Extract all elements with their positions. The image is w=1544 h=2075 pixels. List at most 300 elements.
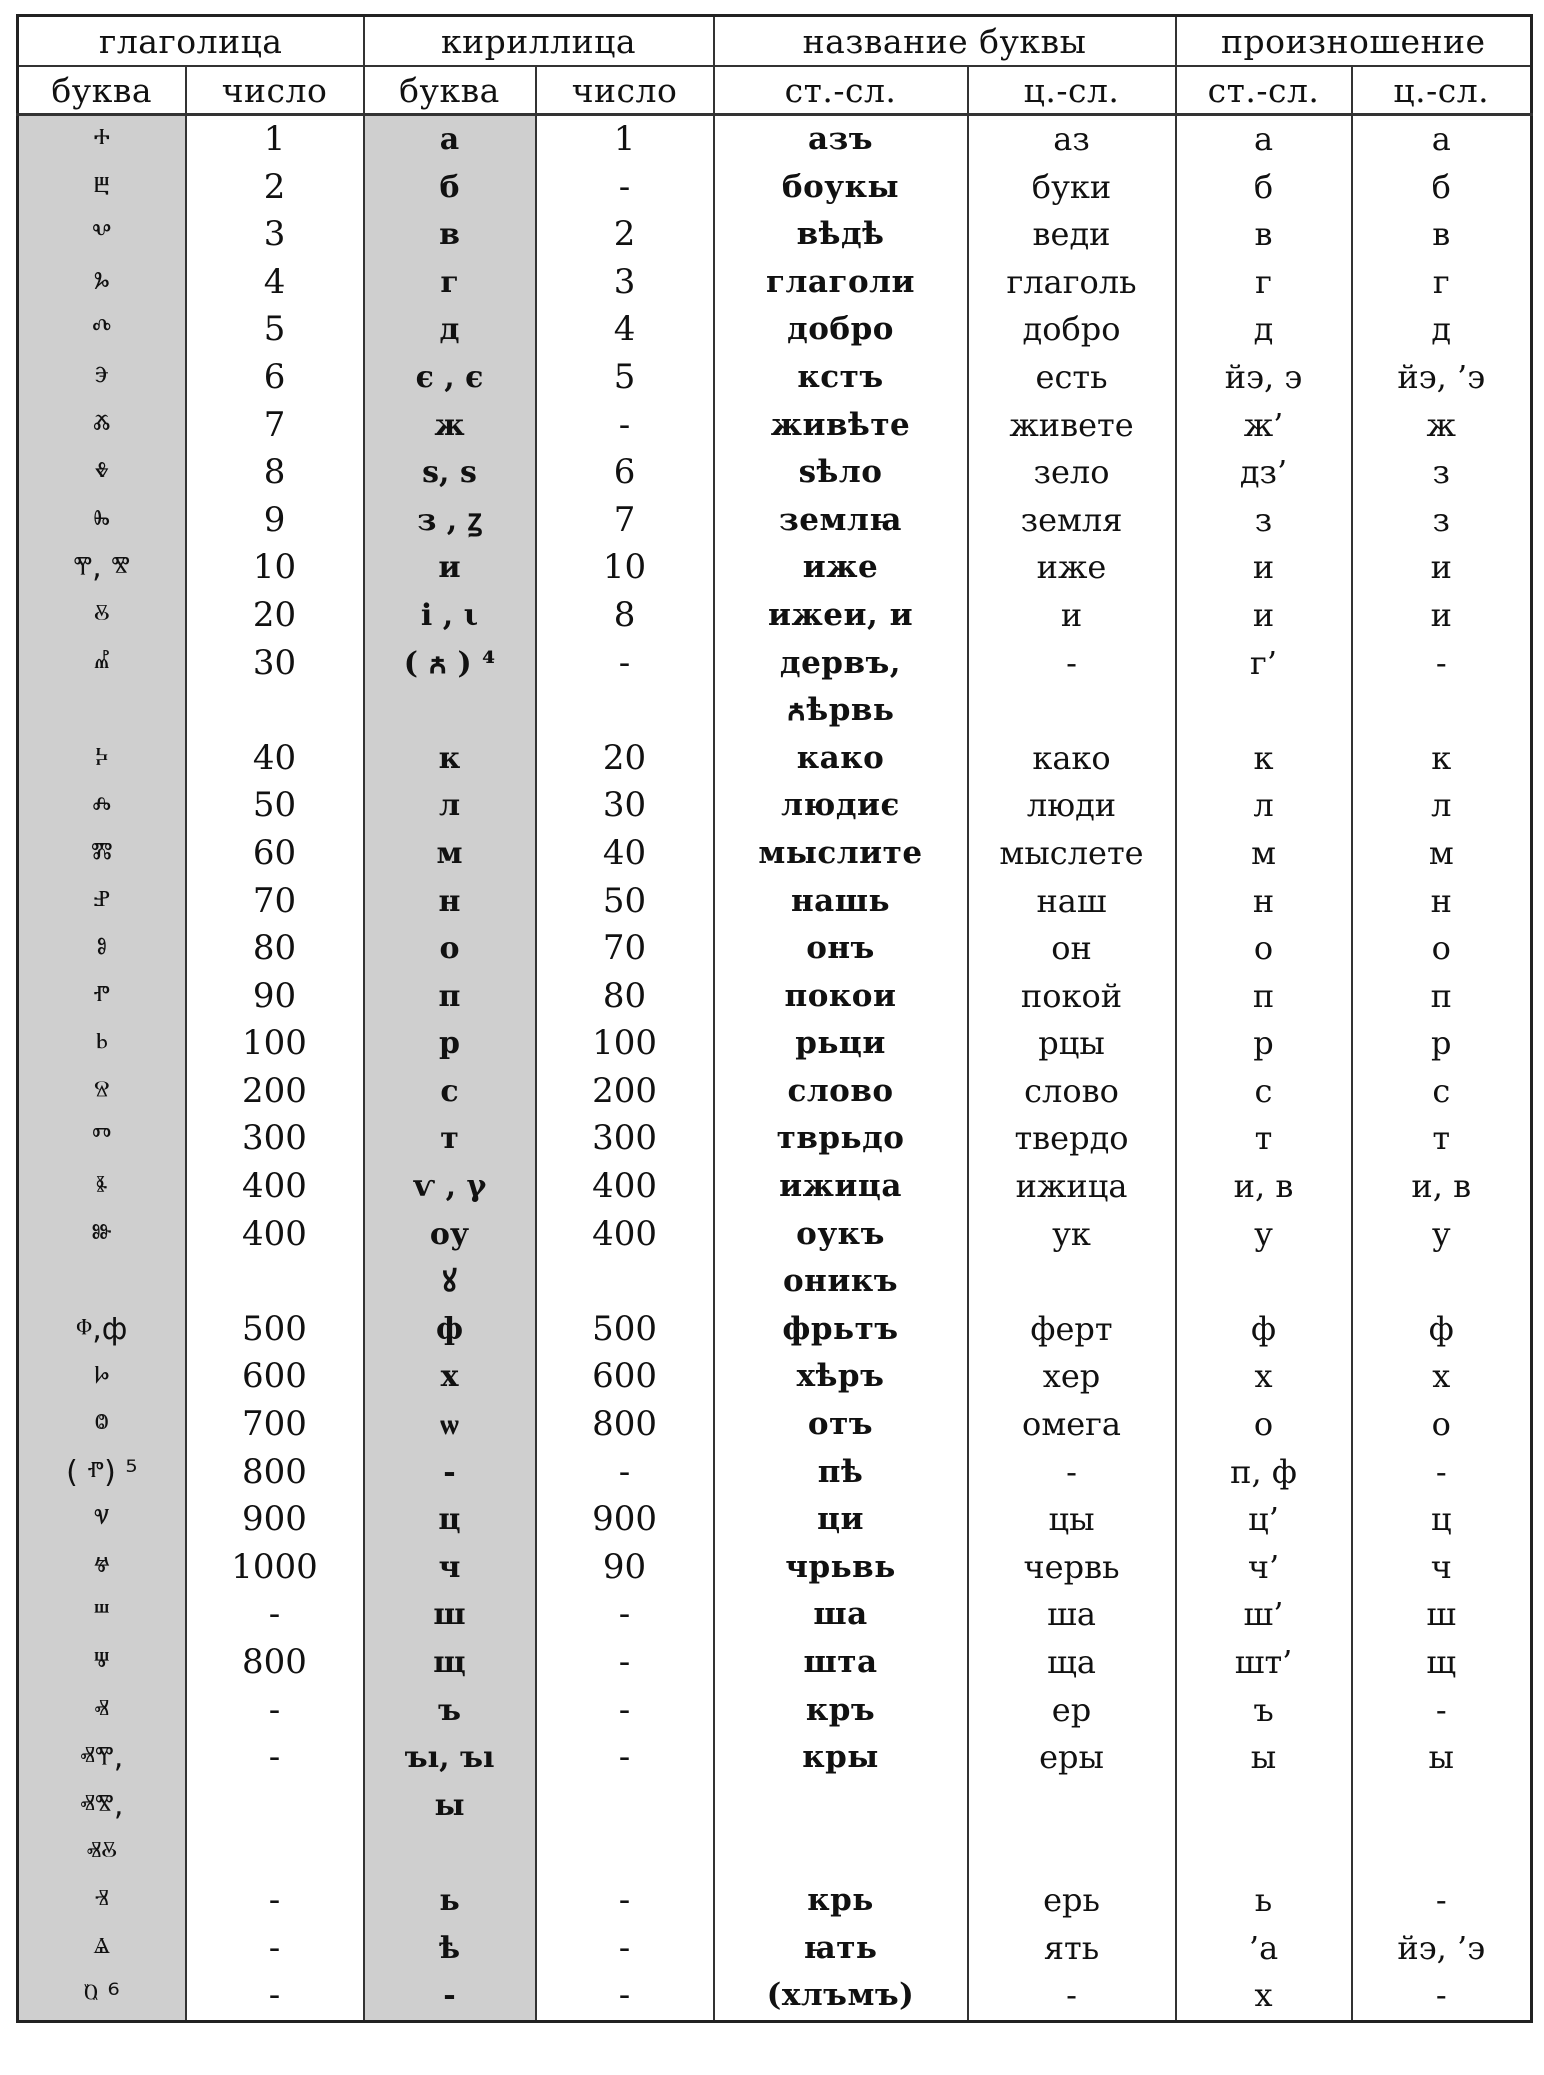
header-cyrillic: кириллица <box>364 16 714 67</box>
cyrillic-number-cell: 4 <box>536 306 714 354</box>
name-old-church-slavonic-cell: покои <box>714 973 968 1021</box>
cyrillic-number-cell: - <box>536 1591 714 1639</box>
cyrillic-number-cell: 1 <box>536 115 714 164</box>
name-church-slavonic-cell: наш <box>968 878 1176 926</box>
table-row <box>18 687 1532 735</box>
cyrillic-number-cell: - <box>536 1639 714 1687</box>
pronunciation-old-church-slavonic-cell <box>1176 1782 1352 1830</box>
name-old-church-slavonic-cell: людиє <box>714 782 968 830</box>
cyrillic-letter-cell: ы <box>364 1782 536 1830</box>
sub-header-glag-letter: буква <box>18 66 186 115</box>
name-church-slavonic-cell: и <box>968 592 1176 640</box>
table-row <box>18 782 1532 830</box>
name-church-slavonic-cell: ер <box>968 1687 1176 1735</box>
name-old-church-slavonic-cell: кстъ <box>714 354 968 402</box>
glagolitic-number-cell: - <box>186 1877 364 1925</box>
pronunciation-church-slavonic-cell: - <box>1352 640 1532 688</box>
cyrillic-number-cell: 200 <box>536 1068 714 1116</box>
glagolitic-number-cell <box>186 687 364 735</box>
table-row <box>18 354 1532 402</box>
glagolitic-letter-cell: ⰸ <box>18 497 186 545</box>
glagolitic-letter-cell: ⱀ <box>18 878 186 926</box>
pronunciation-old-church-slavonic-cell: б <box>1176 164 1352 212</box>
pronunciation-church-slavonic-cell: ж <box>1352 402 1532 450</box>
glagolitic-letter-cell: ⱋ <box>18 1639 186 1687</box>
glagolitic-number-cell: 20 <box>186 592 364 640</box>
name-old-church-slavonic-cell: слово <box>714 1068 968 1116</box>
glagolitic-letter-cell: ⰰ <box>18 115 186 164</box>
sub-header-glag-number: число <box>186 66 364 115</box>
name-church-slavonic-cell: зело <box>968 449 1176 497</box>
pronunciation-old-church-slavonic-cell: а <box>1176 115 1352 164</box>
cyrillic-number-cell: - <box>536 402 714 450</box>
name-church-slavonic-cell: - <box>968 1449 1176 1497</box>
pronunciation-church-slavonic-cell: и, в <box>1352 1163 1532 1211</box>
cyrillic-number-cell: 8 <box>536 592 714 640</box>
pronunciation-old-church-slavonic-cell <box>1176 1258 1352 1306</box>
name-church-slavonic-cell <box>968 1829 1176 1877</box>
cyrillic-letter-cell: п <box>364 973 536 1021</box>
glagolitic-number-cell: 100 <box>186 1020 364 1068</box>
cyrillic-letter-cell: н <box>364 878 536 926</box>
name-church-slavonic-cell: веди <box>968 211 1176 259</box>
cyrillic-letter-cell: ( ꙉ ) ⁴ <box>364 640 536 688</box>
table-row <box>18 1639 1532 1687</box>
glagolitic-number-cell: 9 <box>186 497 364 545</box>
table-row <box>18 259 1532 307</box>
cyrillic-letter-cell: ѣ <box>364 1925 536 1973</box>
name-old-church-slavonic-cell: чрьвь <box>714 1544 968 1592</box>
name-church-slavonic-cell <box>968 1782 1176 1830</box>
pronunciation-church-slavonic-cell: ф <box>1352 1306 1532 1354</box>
pronunciation-old-church-slavonic-cell: в <box>1176 211 1352 259</box>
pronunciation-church-slavonic-cell: з <box>1352 449 1532 497</box>
pronunciation-church-slavonic-cell: - <box>1352 1877 1532 1925</box>
name-old-church-slavonic-cell: землꙗ <box>714 497 968 545</box>
name-church-slavonic-cell <box>968 1258 1176 1306</box>
pronunciation-church-slavonic-cell: г <box>1352 259 1532 307</box>
table-row <box>18 1068 1532 1116</box>
table-row <box>18 1877 1532 1925</box>
pronunciation-church-slavonic-cell: б <box>1352 164 1532 212</box>
pronunciation-church-slavonic-cell <box>1352 1258 1532 1306</box>
cyrillic-letter-cell: з , ꙁ <box>364 497 536 545</box>
table-row <box>18 1591 1532 1639</box>
name-church-slavonic-cell: еры <box>968 1734 1176 1782</box>
pronunciation-church-slavonic-cell: - <box>1352 1449 1532 1497</box>
pronunciation-old-church-slavonic-cell <box>1176 687 1352 735</box>
cyrillic-number-cell: - <box>536 640 714 688</box>
pronunciation-church-slavonic-cell: а <box>1352 115 1532 164</box>
name-church-slavonic-cell: како <box>968 735 1176 783</box>
name-old-church-slavonic-cell: како <box>714 735 968 783</box>
glagolitic-letter-cell: ⱉ <box>18 1401 186 1449</box>
glagolitic-number-cell: 600 <box>186 1353 364 1401</box>
cyrillic-letter-cell: б <box>364 164 536 212</box>
sub-header-pron-cs: ц.-сл. <box>1352 66 1532 115</box>
name-old-church-slavonic-cell: азъ <box>714 115 968 164</box>
glagolitic-number-cell: 60 <box>186 830 364 878</box>
glagolitic-number-cell: 800 <box>186 1449 364 1497</box>
name-church-slavonic-cell: ща <box>968 1639 1176 1687</box>
pronunciation-church-slavonic-cell: о <box>1352 1401 1532 1449</box>
cyrillic-number-cell <box>536 687 714 735</box>
pronunciation-old-church-slavonic-cell: ч’ <box>1176 1544 1352 1592</box>
glagolitic-letter-cell: ⰶ <box>18 402 186 450</box>
glagolitic-letter-cell: ⱅ <box>18 1115 186 1163</box>
name-old-church-slavonic-cell: глаголи <box>714 259 968 307</box>
cyrillic-number-cell: 30 <box>536 782 714 830</box>
glagolitic-number-cell: 200 <box>186 1068 364 1116</box>
pronunciation-old-church-slavonic-cell: н <box>1176 878 1352 926</box>
name-church-slavonic-cell: земля <box>968 497 1176 545</box>
pronunciation-church-slavonic-cell: и <box>1352 544 1532 592</box>
pronunciation-church-slavonic-cell: м <box>1352 830 1532 878</box>
table-row <box>18 1782 1532 1830</box>
cyrillic-number-cell: 10 <box>536 544 714 592</box>
header-pronunciation: произношение <box>1176 16 1532 67</box>
cyrillic-number-cell: 80 <box>536 973 714 1021</box>
name-church-slavonic-cell: - <box>968 640 1176 688</box>
pronunciation-church-slavonic-cell: о <box>1352 925 1532 973</box>
name-church-slavonic-cell <box>968 687 1176 735</box>
glagolitic-letter-cell: ⰵ <box>18 354 186 402</box>
pronunciation-old-church-slavonic-cell: ж’ <box>1176 402 1352 450</box>
cyrillic-letter-cell: о <box>364 925 536 973</box>
table-row <box>18 402 1532 450</box>
table-row <box>18 449 1532 497</box>
pronunciation-church-slavonic-cell: йэ, ’э <box>1352 1925 1532 1973</box>
name-church-slavonic-cell: рцы <box>968 1020 1176 1068</box>
glagolitic-letter-cell: ⰱ <box>18 164 186 212</box>
glagolitic-letter-cell: ⰷ <box>18 449 186 497</box>
table-row <box>18 306 1532 354</box>
cyrillic-letter-cell: щ <box>364 1639 536 1687</box>
glagolitic-letter-cell: ⱑ <box>18 1925 186 1973</box>
name-old-church-slavonic-cell: кры <box>714 1734 968 1782</box>
pronunciation-old-church-slavonic-cell: т <box>1176 1115 1352 1163</box>
glagolitic-number-cell: 30 <box>186 640 364 688</box>
name-old-church-slavonic-cell: ꙉѣрвь <box>714 687 968 735</box>
cyrillic-number-cell: 6 <box>536 449 714 497</box>
glagolitic-number-cell: - <box>186 1591 364 1639</box>
glagolitic-letter-cell: ⱒ ⁶ <box>18 1972 186 2021</box>
glagolitic-number-cell: 1000 <box>186 1544 364 1592</box>
glagolitic-letter-cell: ⱏⰹ, <box>18 1734 186 1782</box>
cyrillic-number-cell: - <box>536 1449 714 1497</box>
glagolitic-letter-cell: ⱐ <box>18 1877 186 1925</box>
alphabet-table-wrapper <box>16 14 1530 2023</box>
glagolitic-number-cell: 4 <box>186 259 364 307</box>
name-church-slavonic-cell: иже <box>968 544 1176 592</box>
cyrillic-letter-cell: - <box>364 1972 536 2021</box>
cyrillic-number-cell: 5 <box>536 354 714 402</box>
table-row <box>18 1115 1532 1163</box>
glagolitic-number-cell: 900 <box>186 1496 364 1544</box>
cyrillic-letter-cell: с <box>364 1068 536 1116</box>
cyrillic-letter-cell: ꙋ <box>364 1258 536 1306</box>
name-church-slavonic-cell: люди <box>968 782 1176 830</box>
name-old-church-slavonic-cell: мыслите <box>714 830 968 878</box>
cyrillic-letter-cell: л <box>364 782 536 830</box>
glagolitic-number-cell <box>186 1258 364 1306</box>
table-row <box>18 497 1532 545</box>
cyrillic-number-cell: - <box>536 164 714 212</box>
glagolitic-letter-cell: ⱁ <box>18 925 186 973</box>
table-row <box>18 1401 1532 1449</box>
cyrillic-number-cell: 300 <box>536 1115 714 1163</box>
pronunciation-old-church-slavonic-cell: р <box>1176 1020 1352 1068</box>
pronunciation-church-slavonic-cell: у <box>1352 1211 1532 1259</box>
cyrillic-letter-cell: ѡ <box>364 1401 536 1449</box>
cyrillic-number-cell: - <box>536 1925 714 1973</box>
pronunciation-church-slavonic-cell: - <box>1352 1687 1532 1735</box>
header-glagolitic: глаголица <box>18 16 364 67</box>
glagolitic-number-cell <box>186 1829 364 1877</box>
glagolitic-number-cell: - <box>186 1972 364 2021</box>
table-row <box>18 544 1532 592</box>
sub-header-pron-ocs: ст.-сл. <box>1176 66 1352 115</box>
cyrillic-number-cell: 2 <box>536 211 714 259</box>
pronunciation-church-slavonic-cell: л <box>1352 782 1532 830</box>
table-row <box>18 1020 1532 1068</box>
cyrillic-number-cell <box>536 1782 714 1830</box>
table-row <box>18 1353 1532 1401</box>
table-row <box>18 1496 1532 1544</box>
glagolitic-number-cell: - <box>186 1925 364 1973</box>
glagolitic-number-cell: 80 <box>186 925 364 973</box>
cyrillic-letter-cell: и <box>364 544 536 592</box>
glagolitic-number-cell: 2 <box>186 164 364 212</box>
pronunciation-church-slavonic-cell: - <box>1352 1972 1532 2021</box>
glagolitic-letter-cell: ⱃ <box>18 1020 186 1068</box>
name-old-church-slavonic-cell <box>714 1829 968 1877</box>
name-church-slavonic-cell: есть <box>968 354 1176 402</box>
pronunciation-old-church-slavonic-cell: ъ <box>1176 1687 1352 1735</box>
name-church-slavonic-cell: - <box>968 1972 1176 2021</box>
name-old-church-slavonic-cell: отъ <box>714 1401 968 1449</box>
pronunciation-old-church-slavonic-cell: д <box>1176 306 1352 354</box>
glagolitic-letter-cell: ⱛ <box>18 1163 186 1211</box>
cyrillic-letter-cell: в <box>364 211 536 259</box>
pronunciation-church-slavonic-cell: к <box>1352 735 1532 783</box>
glagolitic-number-cell: 10 <box>186 544 364 592</box>
cyrillic-letter-cell: а <box>364 115 536 164</box>
cyrillic-letter-cell: ь <box>364 1877 536 1925</box>
glagolitic-number-cell: 500 <box>186 1306 364 1354</box>
pronunciation-old-church-slavonic-cell: х <box>1176 1972 1352 2021</box>
glagolitic-letter-cell: ⱄ <box>18 1068 186 1116</box>
cyrillic-letter-cell: ѕ, ѕ <box>364 449 536 497</box>
name-old-church-slavonic-cell: боукы <box>714 164 968 212</box>
pronunciation-old-church-slavonic-cell: и, в <box>1176 1163 1352 1211</box>
cyrillic-letter-cell: х <box>364 1353 536 1401</box>
glagolitic-letter-cell: ⱈ <box>18 1353 186 1401</box>
cyrillic-letter-cell: ш <box>364 1591 536 1639</box>
cyrillic-letter-cell: м <box>364 830 536 878</box>
cyrillic-letter-cell: р <box>364 1020 536 1068</box>
glagolitic-number-cell: - <box>186 1687 364 1735</box>
cyrillic-letter-cell: ч <box>364 1544 536 1592</box>
glagolitic-letter-cell: ⱏⰺ, <box>18 1782 186 1830</box>
table-row <box>18 830 1532 878</box>
sub-header-name-ocs: ст.-сл. <box>714 66 968 115</box>
pronunciation-old-church-slavonic-cell: у <box>1176 1211 1352 1259</box>
table-row <box>18 592 1532 640</box>
pronunciation-old-church-slavonic-cell: ф <box>1176 1306 1352 1354</box>
cyrillic-number-cell: 40 <box>536 830 714 878</box>
pronunciation-church-slavonic-cell: в <box>1352 211 1532 259</box>
name-church-slavonic-cell: глаголь <box>968 259 1176 307</box>
glagolitic-letter-cell: ⱌ <box>18 1496 186 1544</box>
pronunciation-old-church-slavonic-cell: п <box>1176 973 1352 1021</box>
pronunciation-church-slavonic-cell: и <box>1352 592 1532 640</box>
cyrillic-letter-cell <box>364 1829 536 1877</box>
cyrillic-number-cell: - <box>536 1877 714 1925</box>
cyrillic-number-cell: 800 <box>536 1401 714 1449</box>
glagolitic-number-cell: 50 <box>186 782 364 830</box>
pronunciation-old-church-slavonic-cell: о <box>1176 1401 1352 1449</box>
name-old-church-slavonic-cell: онъ <box>714 925 968 973</box>
table-row <box>18 1163 1532 1211</box>
pronunciation-old-church-slavonic-cell: и <box>1176 544 1352 592</box>
table-row <box>18 1449 1532 1497</box>
pronunciation-old-church-slavonic-cell: и <box>1176 592 1352 640</box>
name-church-slavonic-cell: ерь <box>968 1877 1176 1925</box>
table-body <box>18 115 1532 2022</box>
pronunciation-old-church-slavonic-cell: м <box>1176 830 1352 878</box>
pronunciation-old-church-slavonic-cell: п, ф <box>1176 1449 1352 1497</box>
glagolitic-letter-cell <box>18 687 186 735</box>
name-church-slavonic-cell: мыслете <box>968 830 1176 878</box>
glagolitic-number-cell: 400 <box>186 1163 364 1211</box>
pronunciation-church-slavonic-cell: д <box>1352 306 1532 354</box>
glagolitic-number-cell: 6 <box>186 354 364 402</box>
name-church-slavonic-cell: червь <box>968 1544 1176 1592</box>
name-old-church-slavonic-cell: оникъ <box>714 1258 968 1306</box>
table-row <box>18 1306 1532 1354</box>
name-church-slavonic-cell: ша <box>968 1591 1176 1639</box>
pronunciation-church-slavonic-cell: ш <box>1352 1591 1532 1639</box>
cyrillic-letter-cell: і , ι <box>364 592 536 640</box>
glagolitic-letter-cell: ⱎ <box>18 1591 186 1639</box>
sub-header-row <box>18 66 1532 115</box>
name-old-church-slavonic-cell: тврьдо <box>714 1115 968 1163</box>
cyrillic-letter-cell: ф <box>364 1306 536 1354</box>
cyrillic-letter-cell: к <box>364 735 536 783</box>
name-church-slavonic-cell: твердо <box>968 1115 1176 1163</box>
pronunciation-old-church-slavonic-cell: дз’ <box>1176 449 1352 497</box>
pronunciation-church-slavonic-cell <box>1352 1829 1532 1877</box>
name-church-slavonic-cell: аз <box>968 115 1176 164</box>
sub-header-name-cs: ц.-сл. <box>968 66 1176 115</box>
sub-header-cyr-letter: буква <box>364 66 536 115</box>
name-old-church-slavonic-cell: оукъ <box>714 1211 968 1259</box>
glagolitic-number-cell: 90 <box>186 973 364 1021</box>
cyrillic-letter-cell: д <box>364 306 536 354</box>
name-church-slavonic-cell: омега <box>968 1401 1176 1449</box>
name-old-church-slavonic-cell: ѕѣло <box>714 449 968 497</box>
name-old-church-slavonic-cell: пѣ <box>714 1449 968 1497</box>
cyrillic-number-cell: 600 <box>536 1353 714 1401</box>
pronunciation-church-slavonic-cell: з <box>1352 497 1532 545</box>
cyrillic-number-cell: 400 <box>536 1163 714 1211</box>
name-church-slavonic-cell: он <box>968 925 1176 973</box>
pronunciation-old-church-slavonic-cell: к <box>1176 735 1352 783</box>
table-row <box>18 115 1532 164</box>
name-old-church-slavonic-cell: шта <box>714 1639 968 1687</box>
table-row <box>18 973 1532 1021</box>
alphabet-table <box>16 14 1533 2023</box>
name-church-slavonic-cell: ижица <box>968 1163 1176 1211</box>
glagolitic-number-cell: 70 <box>186 878 364 926</box>
table-row <box>18 925 1532 973</box>
table-row <box>18 640 1532 688</box>
name-church-slavonic-cell: покой <box>968 973 1176 1021</box>
glagolitic-letter-cell: ⰻ <box>18 592 186 640</box>
cyrillic-number-cell: 20 <box>536 735 714 783</box>
header-letter-name: название буквы <box>714 16 1176 67</box>
glagolitic-number-cell <box>186 1782 364 1830</box>
name-old-church-slavonic-cell: хѣръ <box>714 1353 968 1401</box>
table-row <box>18 1258 1532 1306</box>
glagolitic-letter-cell: ⰳ <box>18 259 186 307</box>
glagolitic-letter-cell: ⱏ <box>18 1687 186 1735</box>
cyrillic-number-cell: 50 <box>536 878 714 926</box>
glagolitic-letter-cell: ⱍ <box>18 1544 186 1592</box>
cyrillic-number-cell: 90 <box>536 1544 714 1592</box>
name-old-church-slavonic-cell: нашь <box>714 878 968 926</box>
pronunciation-church-slavonic-cell: ц <box>1352 1496 1532 1544</box>
name-church-slavonic-cell: ук <box>968 1211 1176 1259</box>
glagolitic-letter-cell: ⱏⰻ <box>18 1829 186 1877</box>
name-old-church-slavonic-cell: вѣдѣ <box>714 211 968 259</box>
cyrillic-number-cell: - <box>536 1687 714 1735</box>
pronunciation-old-church-slavonic-cell: л <box>1176 782 1352 830</box>
pronunciation-old-church-slavonic-cell <box>1176 1829 1352 1877</box>
name-church-slavonic-cell: добро <box>968 306 1176 354</box>
name-old-church-slavonic-cell: крь <box>714 1877 968 1925</box>
glagolitic-number-cell: - <box>186 1734 364 1782</box>
pronunciation-church-slavonic-cell <box>1352 687 1532 735</box>
name-old-church-slavonic-cell: дервъ, <box>714 640 968 688</box>
name-church-slavonic-cell: ять <box>968 1925 1176 1973</box>
cyrillic-number-cell: 3 <box>536 259 714 307</box>
name-church-slavonic-cell: живете <box>968 402 1176 450</box>
pronunciation-church-slavonic-cell <box>1352 1782 1532 1830</box>
pronunciation-church-slavonic-cell: т <box>1352 1115 1532 1163</box>
glagolitic-number-cell: 700 <box>186 1401 364 1449</box>
name-church-slavonic-cell: буки <box>968 164 1176 212</box>
pronunciation-old-church-slavonic-cell: ш’ <box>1176 1591 1352 1639</box>
cyrillic-number-cell: - <box>536 1734 714 1782</box>
cyrillic-number-cell: 70 <box>536 925 714 973</box>
glagolitic-number-cell: 8 <box>186 449 364 497</box>
pronunciation-church-slavonic-cell: н <box>1352 878 1532 926</box>
glagolitic-number-cell: 3 <box>186 211 364 259</box>
glagolitic-number-cell: 300 <box>186 1115 364 1163</box>
glagolitic-letter-cell: ⱇ,ф <box>18 1306 186 1354</box>
glagolitic-number-cell: 400 <box>186 1211 364 1259</box>
table-row <box>18 1925 1532 1973</box>
cyrillic-number-cell <box>536 1258 714 1306</box>
glagolitic-letter-cell: ⰽ <box>18 735 186 783</box>
pronunciation-old-church-slavonic-cell: с <box>1176 1068 1352 1116</box>
name-old-church-slavonic-cell: иже <box>714 544 968 592</box>
name-old-church-slavonic-cell: ша <box>714 1591 968 1639</box>
glagolitic-letter-cell: ⰼ <box>18 640 186 688</box>
pronunciation-old-church-slavonic-cell: х <box>1176 1353 1352 1401</box>
